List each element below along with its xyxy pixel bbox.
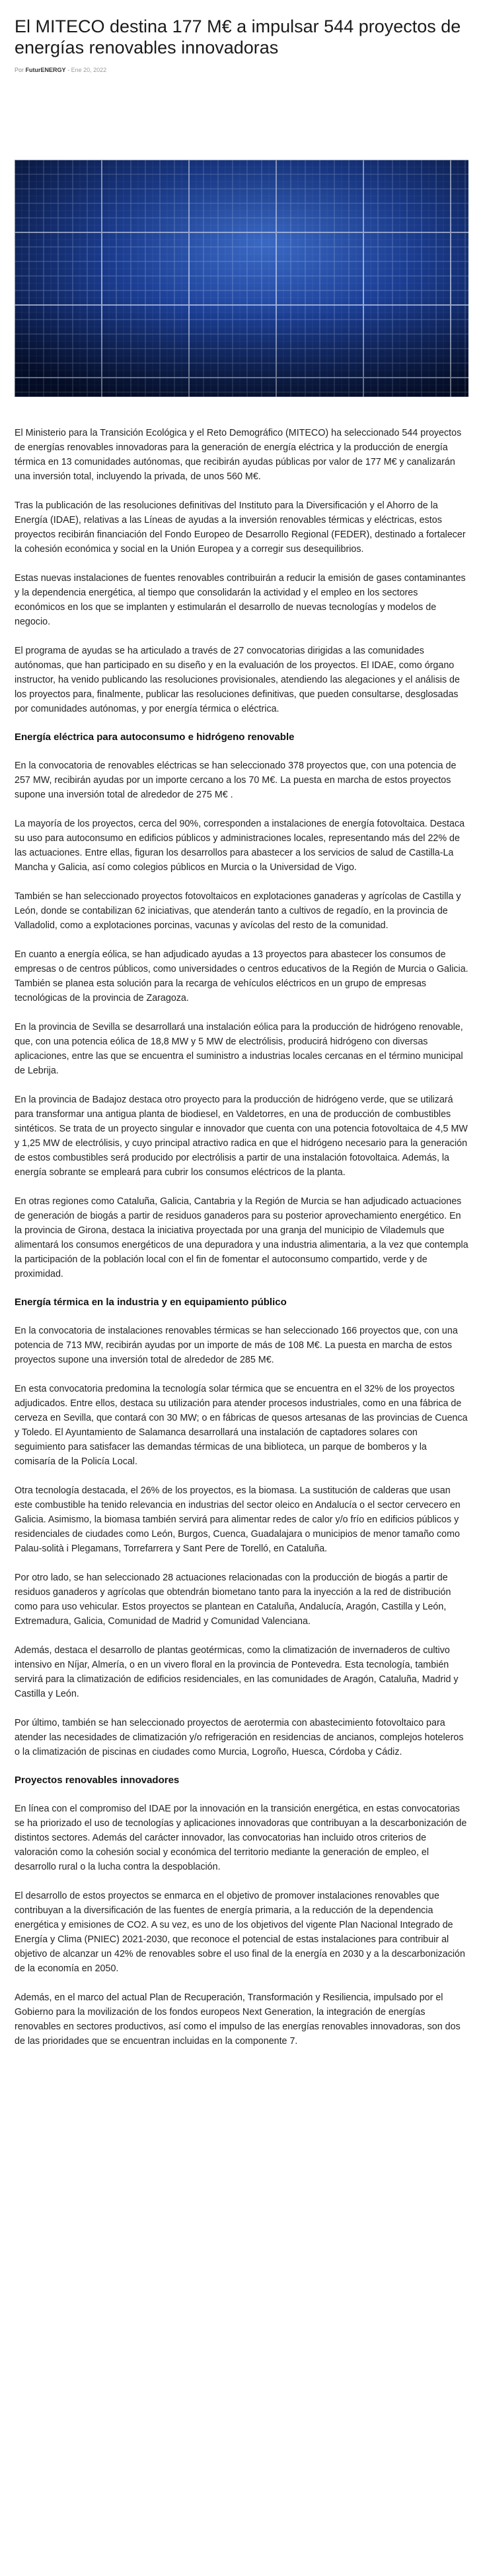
- paragraph: En la provincia de Sevilla se desarrollará una instalación eólica para la producción de hidrógeno renovable, que, con una potencia eólica de 18,8 MW y 5 MW de electrólisis, producirá hidrógeno con diversas aplicaciones, entre las que se encuentra el suministro a industrias locales cercanas en el término municipal de Lebrija.: [15, 1022, 463, 1076]
- article-body: [15, 426, 468, 2049]
- paragraph: En línea con el compromiso del IDAE por la innovación en la transición energética, en estas convocatorias se ha priorizado el uso de tecnologías y aplicaciones innovadoras que contribuyan a la descarbonización de distintos sectores. Además del carácter innovador, las convocatorias han incluido otros criterios de valoración como la cohesión social y económica del territorio mediante la generación de empleo, el desarrollo rural o la lucha contra la despoblación.: [15, 1804, 467, 1872]
- section-heading: Energía eléctrica para autoconsumo e hidrógeno renovable: [15, 731, 295, 743]
- paragraph: Además, en el marco del actual Plan de Recuperación, Transformación y Resiliencia, impulsado por el Gobierno para la movilización de los fondos europeos Next Generation, la integración de energías renovables en sectores productivos, así como el impulso de las energías renovables innovadoras, son dos de las prioridades que se encuentran incluidas en la componente 7.: [15, 1992, 461, 2047]
- paragraph: Estas nuevas instalaciones de fuentes renovables contribuirán a reducir la emisión de gases contaminantes y la dependencia energética, al tiempo que consolidarán la actividad y el empleo en los sectores económicos en los que se implanten y estimularán el desarrollo de nuevas tecnologías y modelos de negocio.: [15, 573, 466, 627]
- article-meta: [15, 67, 468, 76]
- paragraph: La mayoría de los proyectos, cerca del 90%, corresponden a instalaciones de energía fotovoltaica. Destaca su uso para autoconsumo en edificios públicos y administraciones locales, representando más del 22% de las actuaciones. Entre ellas, figuran los desarrollos para abastecer a los servicios de salud de Castilla-La Mancha y Galicia, así como colegios públicos en Murcia o la Universidad de Vigo.: [15, 819, 465, 873]
- paragraph: En cuanto a energía eólica, se han adjudicado ayudas a 13 proyectos para abastecer los consumos de empresas o de centros públicos, como universidades o centros educativos de la Región de Murcia o Galicia. También se planea esta solución para la recarga de vehículos eléctricos en un grupo de empresas tecnológicas de la provincia de Zaragoza.: [15, 949, 468, 1003]
- section-heading: Energía térmica en la industria y en equipamiento público: [15, 1297, 287, 1308]
- solar-panels-image: [15, 160, 468, 397]
- paragraph: En otras regiones como Cataluña, Galicia, Cantabria y la Región de Murcia se han adjudicado actuaciones de generación de biogás a partir de residuos ganaderos para su posterior aprovechamiento energético. En la provincia de Girona, destaca la iniciativa proyectada por una granja del municipio de Vilademuls que alimentará los consumos energéticos de una depuradora y una industria alimentaria, a la vez que contempla la participación de la población local con el fin de fomentar el autoconsumo compartido, verde y de proximidad.: [15, 1196, 468, 1279]
- paragraph: Tras la publicación de las resoluciones definitivas del Instituto para la Diversificación y el Ahorro de la Energía (IDAE), relativas a las Líneas de ayudas a la inversión renovables térmicas y eléctricas, estos proyectos recibirán financiación del Fondo Europeo de Desarrollo Regional (FEDER), destinado a fortalecer la cohesión económica y social en la Unión Europea y a corregir sus desequilibrios.: [15, 500, 466, 555]
- paragraph: También se han seleccionado proyectos fotovoltaicos en explotaciones ganaderas y agrícolas de Castilla y León, donde se contabilizan 62 iniciativas, que atenderán tanto a cultivos de regadío, en la provincia de Valladolid, como a explotaciones porcinas, vacunas y avícolas del resto de la comunidad.: [15, 891, 461, 931]
- paragraph: En la provincia de Badajoz destaca otro proyecto para la producción de hidrógeno verde, que se utilizará para transformar una antigua planta de biodiesel, en Valdetorres, en una de producción de combustibles sintéticos. Se trata de un proyecto singular e innovador que cuenta con una potencia fotovoltaica de 4,5 MW y 1,25 MW de electrólisis, y cuyo principal atractivo radica en que el hidrógeno necesario para la generación de estos combustibles será producido por electrólisis a partir de una instalación fotovoltaica. Además, la energía sobrante se empleará para cubrir los consumos eléctricos de la planta.: [15, 1095, 468, 1178]
- paragraph: Otra tecnología destacada, el 26% de los proyectos, es la biomasa. La sustitución de calderas que usan este combustible ha tenido relevancia en industrias del sector oleico en Andalucía o el sector cervecero en Galicia. Asimismo, la biomasa también servirá para alimentar redes de calor y/o frío en edificios públicos y residenciales de ciudades como León, Burgos, Cuenca, Guadalajara o municipios de menor tamaño como Palau-solità i Plegamans, Torrefarrera y Sant Pere de Torelló, en Cataluña.: [15, 1485, 461, 1554]
- paragraph: Por último, también se han seleccionado proyectos de aerotermia con abastecimiento fotovoltaico para atender las necesidades de climatización y/o refrigeración en residencias de ancianos, complejos hoteleros o la climatización de piscinas en ciudades como Murcia, Logroño, Huesca, Córdoba y Cádiz.: [15, 1718, 464, 1757]
- paragraph: En esta convocatoria predomina la tecnología solar térmica que se encuentra en el 32% de los proyectos adjudicados. Entre ellos, destaca su utilización para atender procesos industriales, como en una fábrica de cerveza en Sevilla, que contará con 30 MW; o en fábricas de quesos artesanas de las provincias de Cuenca y Toledo. El Ayuntamiento de Salamanca desarrollará una instalación de captadores solares con seguimiento para satisfacer las demandas térmicas de una biblioteca, un parque de bomberos y la comisaría de la Policía Local.: [15, 1384, 468, 1467]
- paragraph: En la convocatoria de instalaciones renovables térmicas se han seleccionado 166 proyectos que, con una potencia de 713 MW, recibirán ayudas por un importe de más de 108 M€. La puesta en marcha de estos proyectos supone una inversión total de alrededor de 285 M€.: [15, 1326, 458, 1365]
- publish-date: Ene 20, 2022: [71, 67, 107, 73]
- paragraph: En la convocatoria de renovables eléctricas se han seleccionado 378 proyectos que, con una potencia de 257 MW, recibirán ayudas por un importe cercano a los 70 M€. La puesta en marcha de estos proyectos supone una inversión total de alrededor de 275 M€ .: [15, 761, 457, 800]
- section-heading: Proyectos renovables innovadores: [15, 1775, 180, 1786]
- author-link[interactable]: FuturENERGY: [25, 67, 66, 73]
- paragraph: El Ministerio para la Transición Ecológica y el Reto Demográfico (MITECO) ha seleccionado 544 proyectos de energías renovables innovadoras para la generación de energía eléctrica y la producción de energía térmica en 13 comunidades autónomas, que recibirán ayudas públicas por valor de 177 M€ y canalizarán una inversión total, incluyendo la privada, de unos 560 M€.: [15, 428, 462, 482]
- meta-separator: -: [67, 67, 70, 73]
- paragraph: El desarrollo de estos proyectos se enmarca en el objetivo de promover instalaciones renovables que contribuyan a la diversificación de las fuentes de energía primaria, a la reducción de la dependencia energética y emisiones de CO2. A su vez, es uno de los objetivos del vigente Plan Nacional Integrado de Energía y Clima (PNIEC) 2021-2030, que reconoce el potencial de estas instalaciones para contribuir al objetivo de alcanzar un 42% de renovables sobre el uso final de la energía en 2030 y a la descarbonización de la economía en 2050.: [15, 1891, 465, 1974]
- paragraph: El programa de ayudas se ha articulado a través de 27 convocatorias dirigidas a las comunidades autónomas, que han participado en su diseño y en la evaluación de los proyectos. El IDAE, como órgano instructor, ha venido publicando las resoluciones provisionales, atendiendo las alegaciones y el análisis de los proyectos para, finalmente, publicar las resoluciones definitivas, que pueden consultarse, desglosadas por comunidades autónomas, y por energía térmica o eléctrica.: [15, 646, 460, 714]
- article-title: El MITECO destina 177 M€ a impulsar 544 proyectos de energías renovables innovadoras: [15, 17, 461, 57]
- by-label: Por: [15, 67, 24, 73]
- paragraph: Por otro lado, se han seleccionado 28 actuaciones relacionadas con la producción de biogás a partir de residuos ganaderos y agrícolas que obtendrán biometano tanto para la inyección a la red de distribución como para uso vehicular. Estos proyectos se plantean en Cataluña, Andalucía, Aragón, Castilla y León, Extremadura, Galicia, Comunidad de Madrid y Comunidad Valenciana.: [15, 1573, 451, 1627]
- paragraph: Además, destaca el desarrollo de plantas geotérmicas, como la climatización de invernaderos de cultivo intensivo en Níjar, Almería, o en un vivero floral en la provincia de Pontevedra. Esta tecnología, también servirá para la climatización de edificios residenciales, en las comunidades de Aragón, Cataluña, Madrid y Castilla y León.: [15, 1645, 459, 1699]
